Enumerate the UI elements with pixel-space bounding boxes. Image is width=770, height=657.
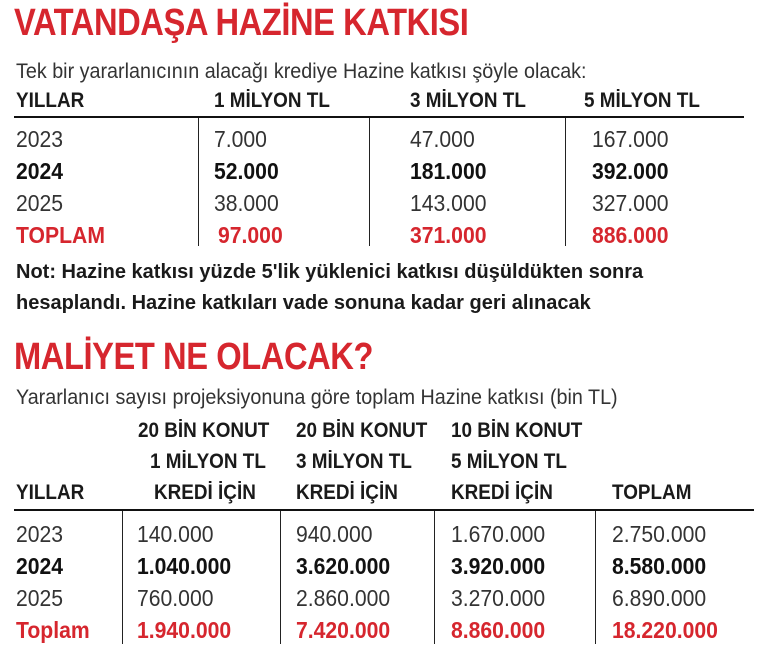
- table1-row-2023: [0, 123, 770, 155]
- table1-row-total: [0, 219, 770, 251]
- table1-header-1m: 1 MİLYON TL: [214, 89, 330, 112]
- table1-header-years: YILLAR: [16, 89, 85, 112]
- table2-header-col3-line3: KREDİ İÇİN: [451, 481, 553, 504]
- value-cell: 6.890.000: [612, 585, 707, 611]
- year-cell: 2023: [16, 126, 64, 152]
- total-cell: 8.860.000: [451, 617, 546, 643]
- table2-header-col3-line2: 5 MİLYON TL: [451, 450, 567, 473]
- year-cell: 2024: [16, 553, 64, 579]
- table2-row-2024: [0, 550, 770, 582]
- section2-title: MALİYET NE OLACAK?: [14, 336, 373, 378]
- value-cell: 38.000: [214, 190, 279, 216]
- section1-title: VATANDAŞA HAZİNE KATKISI: [14, 2, 469, 44]
- value-cell: 143.000: [410, 190, 487, 216]
- value-cell: 181.000: [410, 158, 487, 184]
- year-cell: 2025: [16, 585, 64, 611]
- table2-row-2025: [0, 582, 770, 614]
- table2-row-2023: [0, 518, 770, 550]
- total-cell: 97.000: [218, 222, 283, 248]
- year-cell: 2024: [16, 158, 64, 184]
- value-cell: 1.670.000: [451, 521, 546, 547]
- value-cell: 2.860.000: [296, 585, 391, 611]
- total-label: TOPLAM: [16, 222, 105, 248]
- year-cell: 2025: [16, 190, 64, 216]
- table2-header-col2-line2: 3 MİLYON TL: [296, 450, 412, 473]
- value-cell: 760.000: [137, 585, 214, 611]
- table2-header-col2-line1: 20 BİN KONUT: [296, 419, 428, 442]
- year-cell: 2023: [16, 521, 64, 547]
- table1-header-rule: [14, 116, 744, 118]
- value-cell: 8.580.000: [612, 553, 707, 579]
- value-cell: 392.000: [592, 158, 669, 184]
- table2-header-col1-line3: KREDİ İÇİN: [154, 481, 256, 504]
- value-cell: 3.920.000: [451, 553, 546, 579]
- section2-subtitle: Yararlanıcı sayısı projeksiyonuna göre toplam Hazine katkısı (bin TL): [16, 386, 618, 409]
- value-cell: 47.000: [410, 126, 475, 152]
- table1-header-5m: 5 MİLYON TL: [584, 89, 700, 112]
- table2-header-col1-line1: 20 BİN KONUT: [138, 419, 270, 442]
- total-cell: 886.000: [592, 222, 669, 248]
- section1-subtitle: Tek bir yararlanıcının alacağı krediye Hazine katkısı şöyle olacak:: [16, 60, 587, 83]
- value-cell: 940.000: [296, 521, 373, 547]
- value-cell: 3.620.000: [296, 553, 391, 579]
- table2-header-col1-line2: 1 MİLYON TL: [150, 450, 266, 473]
- table1-row-2024: [0, 155, 770, 187]
- total-cell: 18.220.000: [612, 617, 718, 643]
- table1-row-2025: [0, 187, 770, 219]
- table2-header-rule: [14, 509, 754, 511]
- table2-header-years: YILLAR: [16, 481, 85, 504]
- table2-header-total: TOPLAM: [612, 481, 692, 504]
- total-cell: 371.000: [410, 222, 487, 248]
- value-cell: 52.000: [214, 158, 279, 184]
- total-cell: 1.940.000: [137, 617, 232, 643]
- total-cell: 7.420.000: [296, 617, 391, 643]
- value-cell: 167.000: [592, 126, 669, 152]
- table2-header-col3-line1: 10 BİN KONUT: [451, 419, 583, 442]
- value-cell: 1.040.000: [137, 553, 232, 579]
- value-cell: 140.000: [137, 521, 214, 547]
- table1-footnote: Not: Hazine katkısı yüzde 5'lik yüklenici katkısı düşüldükten sonra hesaplandı. Hazine katkıları vade sonuna kadar geri alınacak: [16, 261, 644, 314]
- value-cell: 327.000: [592, 190, 669, 216]
- value-cell: 7.000: [214, 126, 267, 152]
- value-cell: 2.750.000: [612, 521, 707, 547]
- table2-row-total: [0, 614, 770, 646]
- value-cell: 3.270.000: [451, 585, 546, 611]
- table1-header-3m: 3 MİLYON TL: [410, 89, 526, 112]
- table2-header-col2-line3: KREDİ İÇİN: [296, 481, 398, 504]
- total-label: Toplam: [16, 617, 90, 643]
